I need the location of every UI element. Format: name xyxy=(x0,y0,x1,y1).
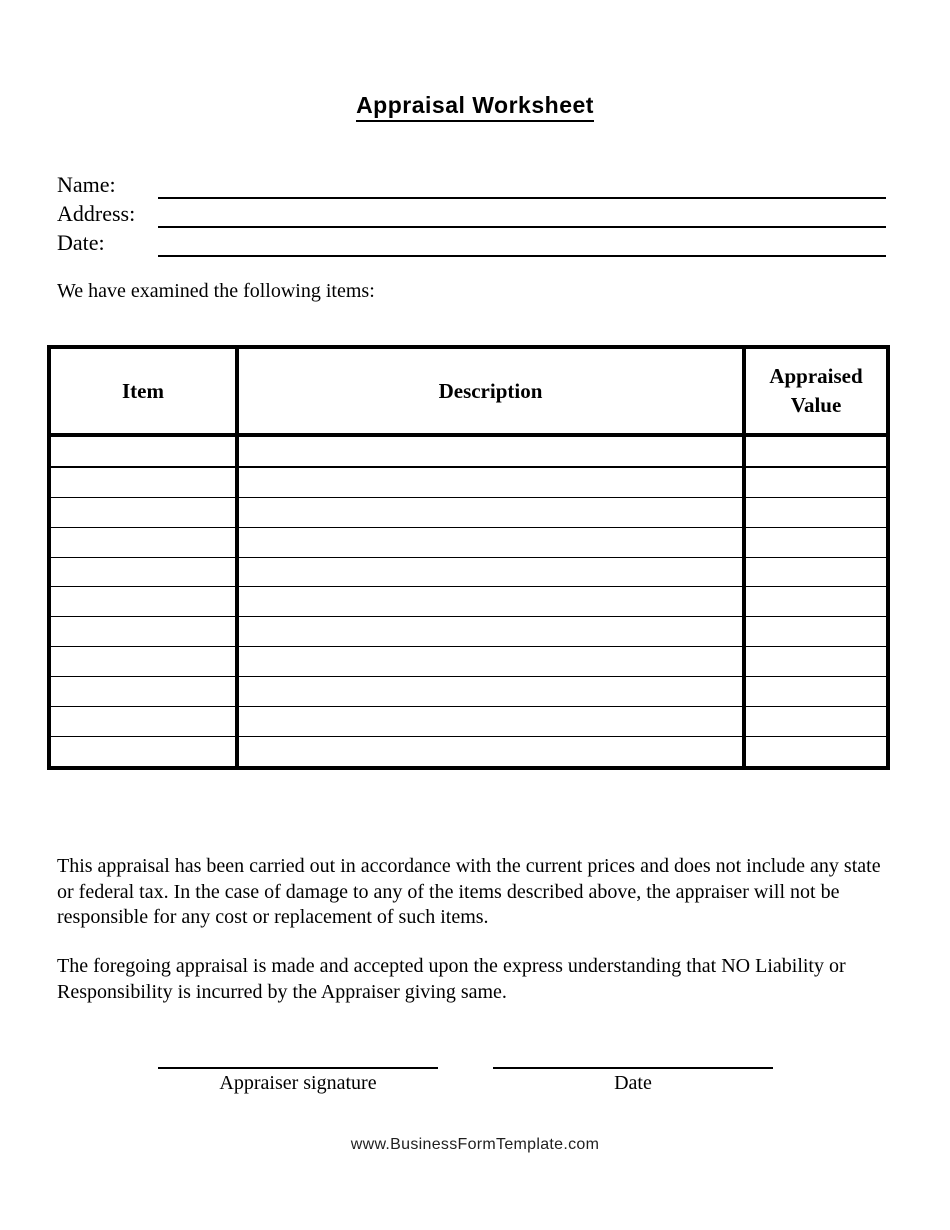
table-body xyxy=(49,435,888,768)
table-cell[interactable] xyxy=(744,467,888,497)
table-cell[interactable] xyxy=(744,677,888,707)
table-header-row xyxy=(49,347,888,435)
field-row-date xyxy=(57,228,886,257)
table-cell[interactable] xyxy=(237,707,744,737)
column-header-appraised-value: Appraised Value xyxy=(744,347,888,435)
table-header xyxy=(49,347,888,435)
table-cell[interactable] xyxy=(237,677,744,707)
liability-paragraph: The foregoing appraisal is made and accepted upon the express understanding that NO Liability or Responsibility is incurred by the Appraiser giving same. xyxy=(57,955,846,1003)
title-row xyxy=(0,92,950,122)
table-row xyxy=(49,587,888,617)
table-cell[interactable] xyxy=(49,707,237,737)
table-cell[interactable] xyxy=(237,736,744,767)
date-fill-in-line[interactable] xyxy=(158,255,886,257)
table-cell[interactable] xyxy=(237,557,744,587)
page-title: Appraisal Worksheet xyxy=(356,92,594,122)
contact-fields xyxy=(57,170,886,257)
table-cell[interactable] xyxy=(744,647,888,677)
table-row xyxy=(49,557,888,587)
signature-date-label: Date xyxy=(614,1072,652,1094)
table-cell[interactable] xyxy=(49,647,237,677)
table-cell[interactable] xyxy=(744,527,888,557)
table-cell[interactable] xyxy=(49,557,237,587)
table-cell[interactable] xyxy=(744,736,888,767)
table-cell[interactable] xyxy=(49,736,237,767)
table-cell[interactable] xyxy=(49,617,237,647)
footer-row xyxy=(0,1136,950,1154)
name-label: Name: xyxy=(57,172,116,197)
date-label: Date: xyxy=(57,230,105,255)
column-header-description: Description xyxy=(237,347,744,435)
table-cell[interactable] xyxy=(744,707,888,737)
table-cell[interactable] xyxy=(49,435,237,467)
table-row xyxy=(49,647,888,677)
table-cell[interactable] xyxy=(237,497,744,527)
intro-text: We have examined the following items: xyxy=(57,280,375,302)
table-cell[interactable] xyxy=(744,587,888,617)
table-cell[interactable] xyxy=(744,557,888,587)
table-row xyxy=(49,707,888,737)
appraiser-signature-block[interactable] xyxy=(158,1067,438,1095)
table-cell[interactable] xyxy=(237,617,744,647)
disclaimer-paragraph: This appraisal has been carried out in accordance with the current prices and does not include any state or federal tax. In the case of damage to any of the items described above, the appraiser will not be responsible for any cost or replacement of such items. xyxy=(57,855,881,929)
table-row xyxy=(49,617,888,647)
table-cell[interactable] xyxy=(744,435,888,467)
table-row xyxy=(49,677,888,707)
address-label: Address: xyxy=(57,201,136,226)
table-cell[interactable] xyxy=(237,467,744,497)
table-cell[interactable] xyxy=(49,467,237,497)
table-cell[interactable] xyxy=(744,497,888,527)
table-row xyxy=(49,435,888,467)
field-row-name xyxy=(57,170,886,199)
table-row xyxy=(49,467,888,497)
table-row xyxy=(49,736,888,767)
field-row-address xyxy=(57,199,886,228)
table-cell[interactable] xyxy=(237,527,744,557)
table-cell[interactable] xyxy=(49,587,237,617)
appraiser-signature-label: Appraiser signature xyxy=(219,1072,377,1094)
footer-url[interactable]: www.BusinessFormTemplate.com xyxy=(350,1136,600,1153)
table-cell[interactable] xyxy=(49,527,237,557)
table-cell[interactable] xyxy=(237,435,744,467)
items-table xyxy=(47,345,890,770)
table-row xyxy=(49,527,888,557)
signature-date-block[interactable] xyxy=(493,1067,773,1095)
table-cell[interactable] xyxy=(744,617,888,647)
table-row xyxy=(49,497,888,527)
table-cell[interactable] xyxy=(237,647,744,677)
table-cell[interactable] xyxy=(49,497,237,527)
table-cell[interactable] xyxy=(49,677,237,707)
table-cell[interactable] xyxy=(237,587,744,617)
column-header-item: Item xyxy=(49,347,237,435)
